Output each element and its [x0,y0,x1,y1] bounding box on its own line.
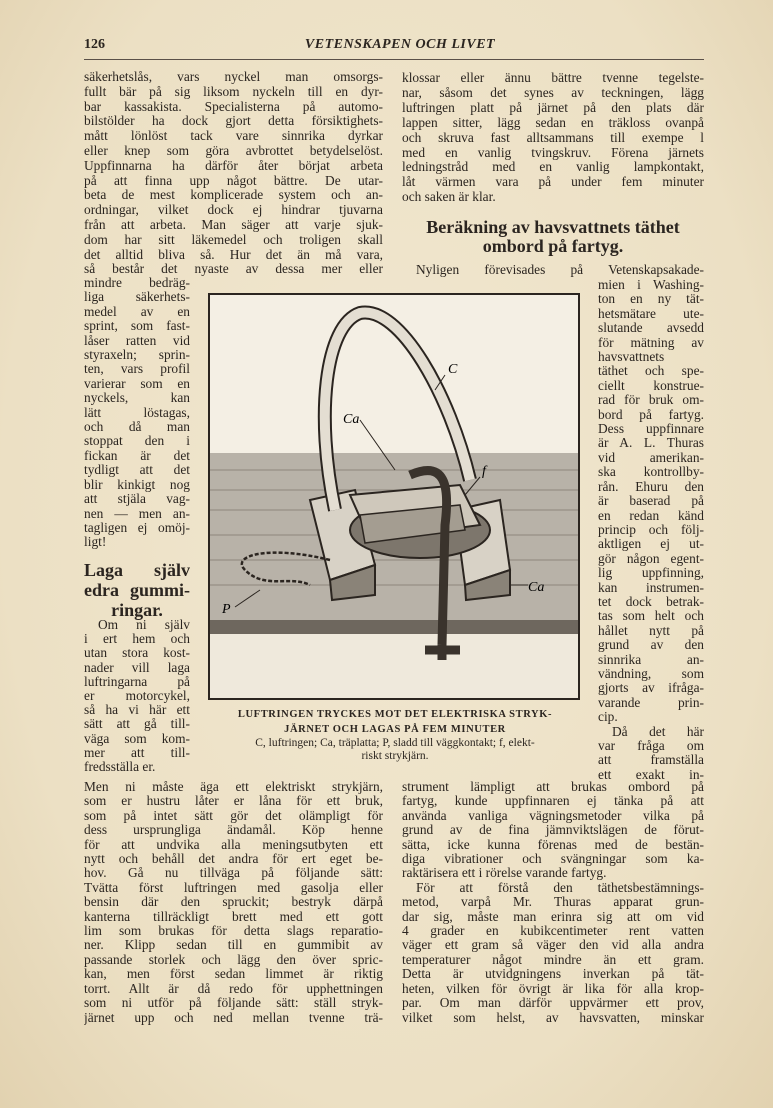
text-line: för att undvika alla meningsutbyten ett [84,837,383,852]
text-line: liga säkerhets- [84,290,190,305]
text-line: sprint, som fast- [84,319,190,334]
text-line: tet dock betrak- [598,594,704,609]
left-column-top-text [84,70,383,277]
text-line: sinnrika an- [598,652,704,667]
text-line: låt värmen vara på under fem minuter [402,175,704,190]
text-line: medel av en [84,304,190,319]
text-line: Om ni själv [98,618,190,632]
text-line: nen — men an- [84,506,190,521]
text-line: med en vanlig tvingskruv. Förena järnets [402,145,704,160]
text-line: ska kontrollby- [598,465,704,480]
text-line: fartyg, kunde uppfinnaren ej tänka på att [402,794,704,809]
text-line: cip. [598,710,618,725]
text-line: diga vibrationer och svängningar som ka- [402,852,704,867]
text-line: ligt! [84,535,107,550]
text-line: kan instrumen- [598,580,704,595]
text-line: gör någon egent- [598,551,704,566]
text-line: Då det här [612,724,704,739]
text-line: aktligen ej ut- [598,537,704,552]
heading-line: Laga själv [84,560,190,580]
text-line: sätt att gå till- [84,717,190,732]
text-line: från att arbeta. Man säger att varje sjuk- [84,217,383,232]
text-line: beta de mest komplicerade system och an- [84,188,383,203]
text-line: bilstölder ha dock gjort detta försiktighets- [84,114,383,129]
text-line: sätta, icke kunna förenas med de bestän- [402,837,704,852]
caption-text: riskt strykjärn. [361,750,429,762]
text-line: heten, vilken för övrigt är lika för alla krop- [402,981,704,996]
text-line: dom har sitt läkemedel och troligen skall [84,232,383,247]
heading-line: ombord på fartyg. [482,236,624,256]
text-line: stoppat den i [84,434,190,449]
running-title: VETENSKAPEN OCH LIVET [304,37,496,52]
text-line: nader vill laga [84,660,190,675]
text-line: ledningstråd med en vanlig lampkontakt, [402,160,704,175]
text-line: som ni utför på följande sätt: ställ stryk- [84,996,383,1011]
text-line: ten, vars profil [84,362,190,377]
caption-title: LUFTRINGEN TRYCKES MOT DET ELEKTRISKA STRYK- [237,709,553,720]
text-line: princip och följ- [598,522,704,537]
text-line: nyckels, kan [84,391,190,406]
label-f: f [482,464,486,479]
text-line: och saken är klar. [402,190,496,205]
section-heading-seawater [402,218,704,256]
page-number: 126 [84,37,105,52]
text-line: och skruva fast alltsammans till exempe l [402,130,704,145]
right-column-top-text [402,71,704,205]
right-column-narrow-text [598,278,704,782]
text-line: Nyligen förevisades på Vetenskapsakade- [416,263,704,277]
text-line: raktärisera ett i rörelse varande fartyg. [402,866,607,881]
heading-line: Beräkning av havsvattnets täthet [426,217,680,237]
text-line: lig uppfinning, [598,566,704,581]
text-line: låser ratten vid [84,333,190,348]
text-line: utan stora kost- [84,646,190,661]
text-line: säkerhetslås, vars nyckel man omsorgs- [84,70,383,84]
text-line: tagligen ej omöj- [84,520,190,535]
text-line: vid amerikan- [598,450,704,465]
text-line: Men ni måste äga ett elektriskt strykjärn, [84,780,383,794]
heading-line: edra gummi- [84,580,190,600]
right-column-bottom-text [402,780,704,1025]
text-line: är baserad på [598,494,704,509]
text-line: nar, såsom det synes av teckningen, lägg [402,85,704,100]
text-line: tydligt att det [84,463,190,478]
text-line: rån. Ehuru den [598,479,704,494]
label-ca-right: Ca [528,580,545,595]
text-line: för mätning av [598,335,704,350]
text-line: För att förstå den täthetsbestämnings- [416,880,704,895]
caption-text: C, luftringen; Ca, träplatta; P, sladd till väggkontakt; f, elekt- [255,737,535,749]
left-column-narrow-text-2 [84,618,190,774]
text-line: tas som helt och [598,609,704,624]
caption-title: JÄRNET OCH LAGAS PÅ FEM MINUTER [284,724,506,735]
text-line: så ha vi här ett [84,703,190,718]
text-line: styraxeln; sprin- [84,348,190,363]
heading-line: ringar. [111,600,163,620]
text-line: temperaturer något mindre än ett gram. [402,952,704,967]
text-line: så består det nyaste av dessa mer eller [84,262,383,277]
text-line: blir kinkigt nog [84,477,190,492]
text-line: grund av den [598,638,704,653]
text-line: dess ursprungliga ändamål. Köp henne [84,823,383,838]
text-line: varierar som en [84,376,190,391]
text-line: det alltid bliva så. Hur det än må vara, [84,247,383,262]
text-line: mien i Washing- [598,278,704,292]
text-line: ner. Klipp sedan till en gummibit av [84,938,383,953]
text-line: hållet nytt på [598,623,704,638]
text-line: ordningar, vilket dock ej hindrar tjuvarna [84,203,383,218]
illustration-tire-repair [208,293,580,700]
text-line: att stjäla vag- [84,492,190,507]
text-line: fredsställa er. [84,760,156,775]
text-line: vändning, som [598,666,704,681]
text-line: på att finna upp något bättre. De utar- [84,173,383,188]
text-line: väger ett gram så väger den vid alla andra [402,938,704,953]
text-line: täthet och spe- [598,364,704,379]
text-line: ciellt konstrue- [598,378,704,393]
text-line: kan, men först sedan limmet är riktig [84,967,383,982]
text-line: eller knep som göra avbrottet betydelselöst. [84,143,383,158]
text-line: vilket som helst, av havsvatten, minskar [402,1010,704,1025]
text-line: är A. L. Thuras [598,436,704,451]
text-line: fullt bär på sig liksom nyckeln till en dyr- [84,84,383,99]
text-line: hetsmätare ute- [598,306,704,321]
text-line: mindre bedräg- [84,276,190,290]
text-line: att framställa [598,753,704,768]
text-line: dar sig, måste man erinra sig att om vid [402,909,704,924]
text-line: kanterna tillräckligt brett med ett gott [84,909,383,924]
text-line: hov. Gå nu tillväga på följande sätt: [84,866,383,881]
text-line: mått lönlöst tack vare sinnrika dyrkar [84,129,383,144]
left-column-bottom-text [84,780,383,1025]
text-line: ton en ny tät- [598,292,704,307]
text-line: som er hustru låter er låna för ett bruk, [84,794,383,809]
text-line: Tvätta först luftringen med gasolja eller [84,880,383,895]
text-line: som på intet sätt gör det olämpligt för [84,808,383,823]
text-line: i ert hem och [84,632,190,647]
text-line: väga som kom- [84,731,190,746]
text-line: bord på fartyg. [598,407,704,422]
text-line: nytt och behåll det andra för ert eget be- [84,852,383,867]
text-line: Uppfinnarna ha därför åter börjat arbeta [84,158,383,173]
label-c: C [448,362,458,377]
label-ca-top: Ca [343,412,360,427]
text-line: järnet upp och ned mellan tvenne trä- [84,1010,383,1025]
label-p: P [222,602,231,617]
text-line: Detta är utvidgningens inverkan på tät- [402,967,704,982]
text-line: lappen sitter, lägg sedan en träkloss ovanpå [402,115,704,130]
text-line: slutande avsedd [598,321,704,336]
text-line: Dess uppfinnare [598,422,704,437]
figure-caption [205,707,585,763]
table-edge [210,620,578,634]
text-line: lim som brukas för detta slags reparatio- [84,924,383,939]
text-line: gjorts av ifråga- [598,681,704,696]
text-line: par. Om man därför uppvärmer ett prov, [402,996,704,1011]
text-line: och då man [84,420,190,435]
text-line: använda vanliga vägningsmetoder vilka på [402,808,704,823]
text-line: var fråga om [598,739,704,753]
illustration-drawing [210,295,578,698]
text-line: en redan känd [598,508,704,523]
text-line: metod, varpå Mr. Thuras apparat grun- [402,895,704,910]
text-line: grund av de fina jämnviktslägen de förut- [402,823,704,838]
left-column-narrow-text-1 [84,276,190,550]
text-line: luftringarna på [84,674,190,689]
section-heading-tires [84,560,190,620]
text-line: klossar eller ännu bättre tvenne tegelste- [402,71,704,85]
text-line: rad för bruk om- [598,393,704,408]
text-line: passande storlek och lägg den över spric- [84,952,383,967]
text-line: 4 grader en kubikcentimeter rent vatten [402,924,704,939]
text-line: bensin där den spruckit; bestryk därpå [84,895,383,910]
header-rule [84,59,704,60]
right-column-intro [402,263,704,277]
text-line: torrt. Allt är då redo för upphettningen [84,981,383,996]
text-line: ett exakt in- [598,767,704,782]
text-line: bar kassakista. Specialisterna på automo- [84,99,383,114]
text-line: varande prin- [598,695,704,710]
text-line: strument lämpligt att brukas ombord på [402,780,704,794]
text-line: lätt löstagas, [84,405,190,420]
text-line: luftringen platt på järnet på den plats där [402,100,704,115]
text-line: havsvattnets [598,350,665,365]
text-line: er motorcykel, [84,689,190,704]
text-line: mer att till- [84,745,190,760]
text-line: fickan är det [84,448,190,463]
